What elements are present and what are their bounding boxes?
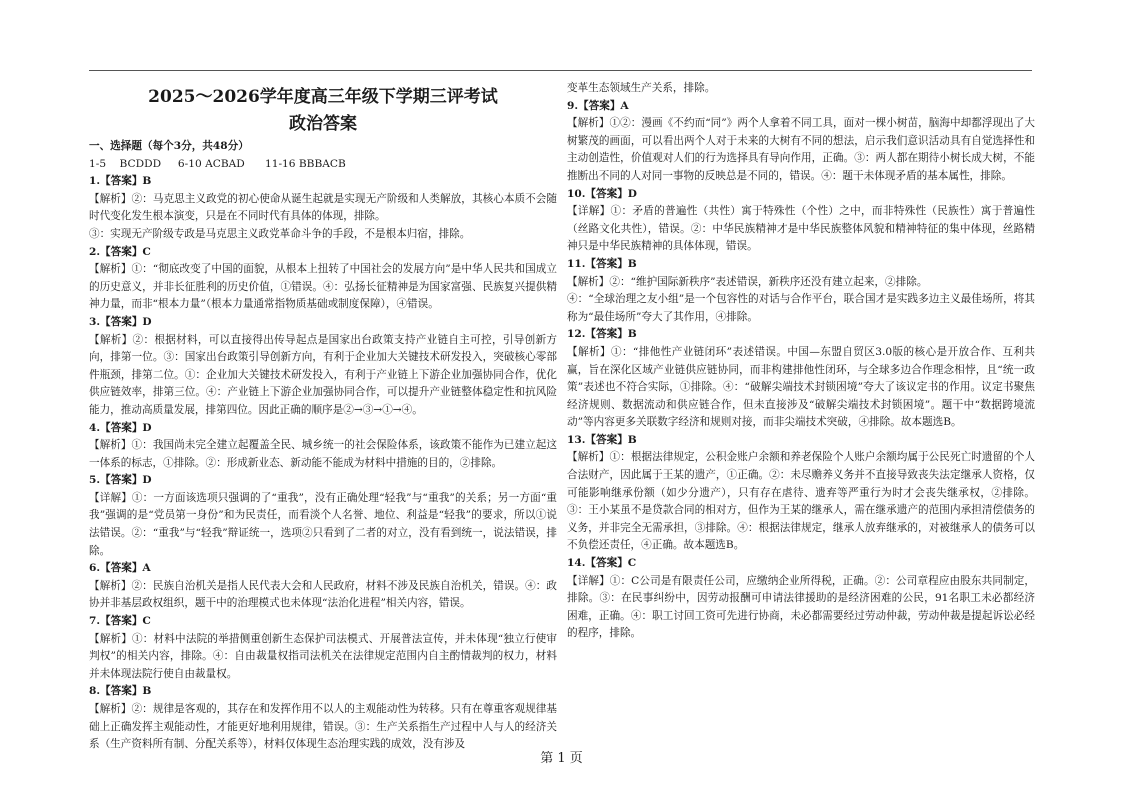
explanation-text: 【详解】①：一方面该选项只强调的了“重我”，没有正确处理“轻我”与“重我”的关系；另一方面“重我”强调的是“党员第一身份”和为民责任，而看淡个人名誉、地位、利益是“轻我”的要求，所以①说法错误。②：“重我”与“轻我”辩证统一，选项②只看到了二者的对立，没有看到统一，说法错误，排除。 bbox=[89, 491, 557, 557]
explanation-text: 【解析】①：材料中法院的举措侧重创新生态保护司法模式、开展普法宣传，并未体现“独立行使审判权”的相关内容，排除。④：自由裁量权指司法机关在法律规定范围内自主酌情裁判的权力，材料并未体现法院行使自由裁量权。 bbox=[89, 632, 557, 680]
explanation-text: 【解析】②：规律是客观的，其存在和发挥作用不以人的主观能动性为转移。只有在尊重客观规律基础上正确发挥主观能动性，才能更好地利用规律，错误。③：生产关系指生产过程中人与人的经济关系（生产资料所有制、分配关系等），材料仅体现生态治理实践的成效，没有涉及 bbox=[89, 703, 557, 751]
explanation-text: 【解析】②：根据材料，可以直接得出传导起点是国家出台政策支持产业链自主可控，引导创新方向，排第一位。③：国家出台政策引导创新方向，有利于企业加大关键技术研发投入，突破核心零部件瓶颈，排第二位。①：企业加大关键技术研发投入，有利于产业链上下游企业加强协同合作，优化供应链效率，排第三位。④：产业链上下游企业加强协同合作，可以提升产业链整体稳定性和抗风险能力，推动高质量发展，排第四位。因此正确的顺序是②→③→①→④。 bbox=[89, 333, 557, 416]
answer-item bbox=[89, 244, 557, 314]
explanation-text: 【解析】①：我国尚未完全建立起覆盖全民、城乡统一的社会保险体系，该政策不能作为已建立起这一体系的标志，①排除。②：形成新业态、新动能不能成为材料中措施的目的，②排除。 bbox=[89, 439, 557, 469]
answer-key-row: 1-5 BCDDD 6-10 ACBAD 11-16 BBBACB bbox=[89, 157, 346, 170]
answer-label: 2.【答案】C bbox=[89, 245, 151, 258]
explanation-text: 【解析】②：马克思主义政党的初心使命从诞生起就是实现无产阶级和人类解放，其核心本质不会随时代变化发生根本演变，只是在不同时代有具体的体现，排除。 ③：实现无产阶级专政是马克思主义政党革命斗争的手段，不是根本归宿，排除。 bbox=[89, 192, 557, 240]
answer-item bbox=[567, 326, 1035, 432]
right-answer-list bbox=[567, 98, 1035, 643]
explanation-text: 【详解】①：C公司是有限责任公司，应缴纳企业所得税，正确。②：公司章程应由股东共同制定，排除。③：在民事纠纷中，因劳动报酬可申请法律援助的是经济困难的公民，91名职工未必都经济困难，正确。④：职工讨回工资可先进行协商，未必都需要经过劳动仲裁，劳动仲裁是提起诉讼必经的程序，排除。 bbox=[567, 574, 1035, 640]
section-heading: 一、选择题（每个3分，共48分） bbox=[89, 140, 249, 152]
continuation-text: 变革生态领域生产关系，排除。 bbox=[567, 82, 716, 94]
answer-label: 5.【答案】D bbox=[89, 474, 152, 487]
answer-label: 8.【答案】B bbox=[89, 685, 152, 698]
answer-item bbox=[567, 555, 1035, 643]
answer-label: 14.【答案】C bbox=[567, 557, 637, 570]
left-answer-list bbox=[89, 173, 557, 754]
answer-item bbox=[89, 314, 557, 420]
explanation-text: 【解析】②：民族自治机关是指人民代表大会和人民政府，材料不涉及民族自治机关，错误。④：政协并非基层政权组织，题干中的治理模式也未体现“法治化进程”相关内容，错误。 bbox=[89, 579, 557, 610]
answer-label: 13.【答案】B bbox=[567, 433, 637, 446]
answer-item bbox=[89, 560, 557, 613]
document-title: 2025～2026学年度高三年级下学期三评考试 bbox=[148, 87, 498, 107]
right-column bbox=[567, 80, 1035, 643]
answer-item bbox=[567, 186, 1035, 256]
answer-label: 3.【答案】D bbox=[89, 315, 152, 328]
explanation-text: 【解析】②：“维护国际新秩序”表述错误，新秩序还没有建立起来，②排除。 ④：“全球治理之友小组”是一个包容性的对话与合作平台，联合国才是实践多边主义最佳场所，将其称为“最佳场所”夸大了其作用，④排除。 bbox=[567, 275, 1035, 323]
answer-item bbox=[89, 613, 557, 683]
answer-label: 6.【答案】A bbox=[89, 562, 151, 575]
answer-item bbox=[567, 256, 1035, 326]
answer-item bbox=[89, 420, 557, 473]
explanation-text: 【解析】①：“排他性产业链闭环”表述错误。中国—东盟自贸区3.0版的核心是开放合作、互利共赢，旨在深化区域产业链供应链协同，而非构建排他性闭环，与全球多边合作理念相悖，且“统一政策”表述也不符合实际，①排除。④：“破解尖端技术封锁困境”夸大了该议定书的作用。议定书聚焦经济规则、数据流动和供应链合作，但未直接涉及“破解尖端技术封锁困境”。题干中“数据跨境流动”等内容更多关联数字经济和规则对接，而非尖端技术突破，④排除。故本题选B。 bbox=[567, 345, 1035, 429]
answer-label: 12.【答案】B bbox=[567, 328, 637, 341]
answer-label: 11.【答案】B bbox=[567, 257, 637, 270]
answer-item bbox=[89, 683, 557, 753]
answer-item bbox=[567, 98, 1035, 186]
left-column bbox=[89, 80, 557, 754]
explanation-text: 【解析】①②：漫画《不约而“同”》两个人拿着不同工具，面对一棵小树苗，脑海中却都浮现出了大树繁茂的画面，可以看出两个人对于未来的大树有不同的想法，启示我们意识活动具有自觉选择性和主动创造性，价值观对人们的行为选择具有导向作用，正确。③：两人都在期待小树长成大树，不能推断出不同的人对同一事物的反映总是不同的，错误。④：题干未体现矛盾的基本属性，排除。 bbox=[567, 117, 1035, 182]
document-subtitle: 政治答案 bbox=[289, 114, 357, 134]
answer-label: 1.【答案】B bbox=[89, 175, 152, 188]
answer-label: 7.【答案】C bbox=[89, 615, 151, 628]
top-rule bbox=[89, 70, 1032, 71]
answer-label: 10.【答案】D bbox=[567, 187, 637, 200]
answer-item bbox=[89, 173, 557, 243]
page-number: 第 1 页 bbox=[540, 751, 583, 766]
explanation-text: 【详解】①：矛盾的普遍性（共性）寓于特殊性（个性）之中，而非特殊性（民族性）寓于普遍性（丝路文化共性），错误。②：中华民族精神才是中华民族整体风貌和精神特征的集中体现，丝路精神只是中华民族精神的具体体现，错误。 bbox=[567, 205, 1035, 253]
answer-item bbox=[567, 432, 1035, 555]
answer-label: 9.【答案】A bbox=[567, 99, 629, 112]
answer-item bbox=[89, 472, 557, 560]
explanation-text: 【解析】①：“彻底改变了中国的面貌，从根本上扭转了中国社会的发展方向”是中华人民共和国成立的历史意义，并非长征胜利的历史价值，①错误。④：弘扬长征精神是为国家富强、民族复兴提供精神力量，而非“根本力量”（根本力量通常指物质基础或制度保障），④错误。 bbox=[89, 263, 557, 311]
answer-label: 4.【答案】D bbox=[89, 421, 152, 434]
explanation-text: 【解析】①：根据法律规定，公积金账户余额和养老保险个人账户余额均属于公民死亡时遗留的个人合法财产，因此属于王某的遗产，①正确。②：未尽赡养义务并不直接导致丧失法定继承人资格，仅可能影响继承份额（如少分遗产），只有存在虐待、遗弃等严重行为时才会丧失继承权，②排除。③：王小某虽不是贷款合同的相对方，但作为王某的继承人，需在继承遗产的范围内承担清偿债务的义务，并非完全无需承担，③排除。④：根据法律规定，继承人放弃继承的，对被继承人的债务可以不负偿还责任，④正确。故本题选B。 bbox=[567, 451, 1035, 552]
